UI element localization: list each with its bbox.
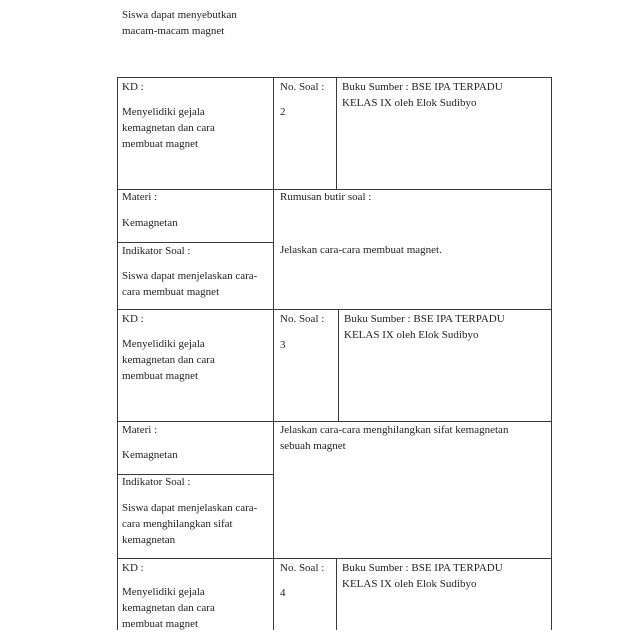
no-soal-label: No. Soal : — [280, 81, 325, 93]
materi-value: Kemagnetan — [122, 449, 178, 461]
indikator-text: Siswa dapat menjelaskan cara- cara membuat magnet — [122, 270, 258, 298]
soal-text: Jelaskan cara-cara membuat magnet. — [280, 244, 442, 256]
materi-label: Materi : — [122, 424, 158, 436]
kd-text: Menyelidiki gejala kemagnetan dan cara membuat magnet — [122, 338, 215, 382]
no-soal-value: 2 — [280, 106, 286, 118]
kd-text: Menyelidiki gejala kemagnetan dan cara membuat magnet — [122, 106, 215, 150]
no-soal-label: No. Soal : — [280, 313, 325, 325]
rumusan-label: Rumusan butir soal : — [280, 191, 372, 203]
no-soal-label: No. Soal : — [280, 562, 325, 574]
indikator-label: Indikator Soal : — [122, 476, 191, 488]
kd-label: KD : — [122, 81, 144, 93]
intro-text — [122, 7, 237, 39]
kd-label: KD : — [122, 562, 144, 574]
indikator-text: Siswa dapat menjelaskan cara- cara menghilangkan sifat kemagnetan — [122, 502, 258, 546]
materi-label: Materi : — [122, 191, 158, 203]
intro-line: macam-macam magnet — [122, 25, 225, 37]
buku-sumber: Buku Sumber : BSE IPA TERPADU KELAS IX oleh Elok Sudibyo — [342, 562, 503, 590]
soal-text: Jelaskan cara-cara menghilangkan sifat kemagnetan sebuah magnet — [280, 424, 509, 452]
no-soal-value: 3 — [280, 339, 286, 351]
indikator-label: Indikator Soal : — [122, 245, 191, 257]
no-soal-value: 4 — [280, 587, 286, 599]
materi-value: Kemagnetan — [122, 217, 178, 229]
buku-sumber: Buku Sumber : BSE IPA TERPADU KELAS IX oleh Elok Sudibyo — [342, 81, 503, 109]
kd-text: Menyelidiki gejala kemagnetan dan cara membuat magnet — [122, 586, 215, 630]
buku-sumber: Buku Sumber : BSE IPA TERPADU KELAS IX oleh Elok Sudibyo — [344, 313, 505, 341]
kd-label: KD : — [122, 313, 144, 325]
intro-line: Siswa dapat menyebutkan — [122, 9, 237, 21]
